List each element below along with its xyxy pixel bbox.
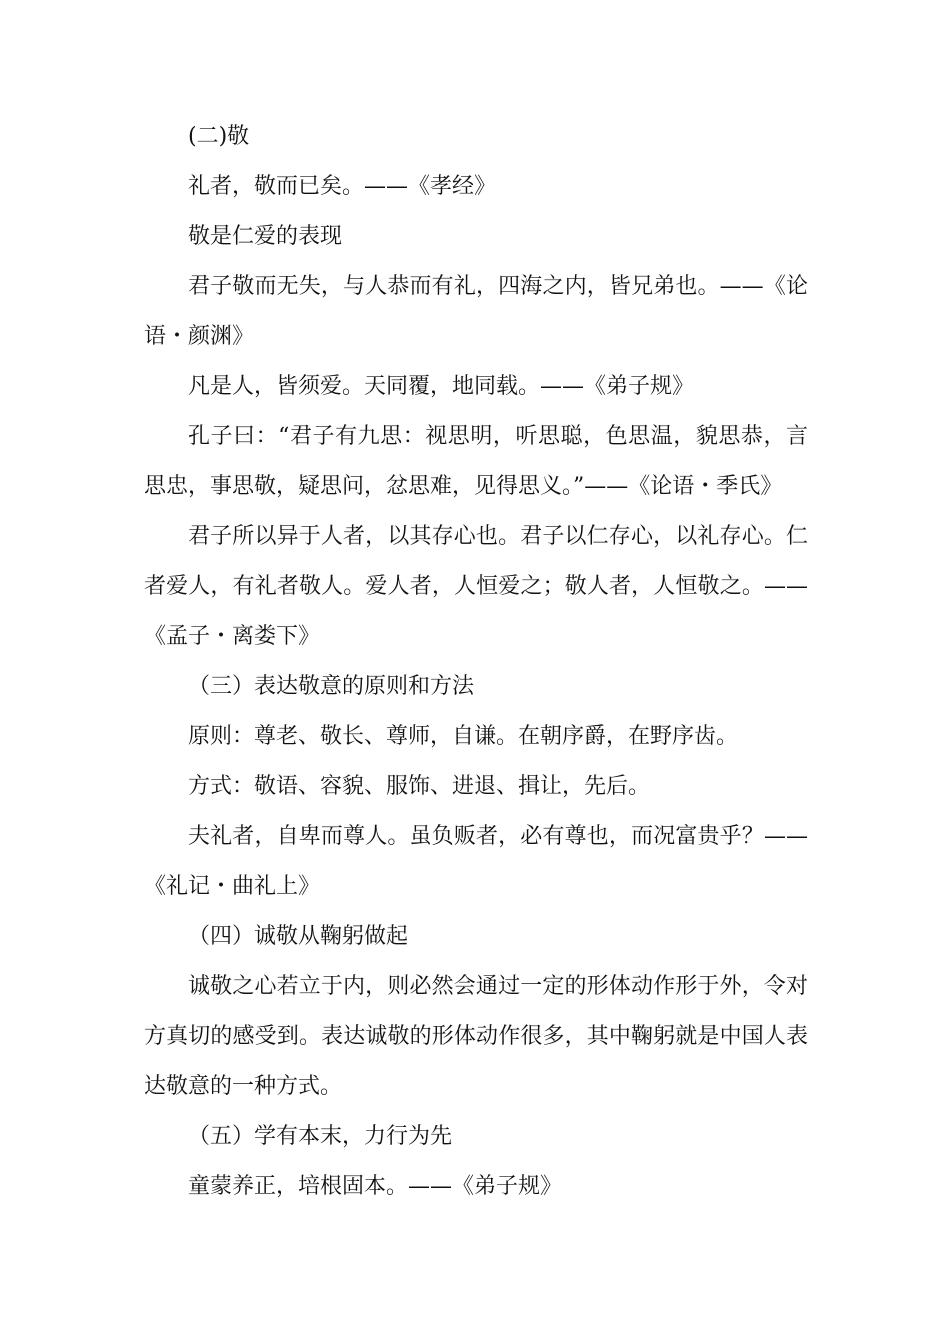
section-heading-jing: (二)敬 bbox=[188, 124, 250, 149]
quote-lunyu-yanyuan: 君子敬而无失，与人恭而有礼，四海之内，皆兄弟也。——《论语・颜渊》 bbox=[144, 274, 808, 349]
quote-liji-qulishang: 夫礼者，自卑而尊人。虽负贩者，必有尊也，而况富贵乎？——《礼记・曲礼上》 bbox=[144, 824, 808, 899]
methods-text: 方式：敬语、容貌、服饰、进退、揖让，先后。 bbox=[188, 774, 651, 799]
quote-dizigui-2: 童蒙养正，培根固本。——《弟子规》 bbox=[188, 1174, 563, 1199]
principles-text: 原则：尊老、敬长、尊师，自谦。在朝序爵，在野序齿。 bbox=[188, 724, 739, 749]
quote-lunyu-jishi: 孔子曰：“君子有九思：视思明，听思聪，色思温，貌思恭，言思忠，事思敬，疑思问，忿思难，见得思义。”——《论语・季氏》 bbox=[144, 424, 808, 499]
section-heading-benmo: （五）学有本末，力行为先 bbox=[188, 1124, 453, 1149]
section-heading-jugong: （四）诚敬从鞠躬做起 bbox=[188, 924, 409, 949]
document-body bbox=[144, 112, 808, 1212]
section-heading-principles: （三）表达敬意的原则和方法 bbox=[188, 674, 475, 699]
jugong-paragraph: 诚敬之心若立于内，则必然会通过一定的形体动作形于外，令对方真切的感受到。表达诚敬的形体动作很多，其中鞠躬就是中国人表达敬意的一种方式。 bbox=[144, 974, 808, 1099]
subheading-jing-renai: 敬是仁爱的表现 bbox=[188, 224, 343, 249]
quote-dizigui-1: 凡是人，皆须爱。天同覆，地同载。——《弟子规》 bbox=[188, 374, 695, 399]
quote-mengzi-lilouxia: 君子所以异于人者，以其存心也。君子以仁存心，以礼存心。仁者爱人，有礼者敬人。爱人者，人恒爱之；敬人者，人恒敬之。——《孟子・离娄下》 bbox=[144, 524, 808, 649]
quote-xiaojing: 礼者，敬而已矣。——《孝经》 bbox=[188, 174, 497, 199]
